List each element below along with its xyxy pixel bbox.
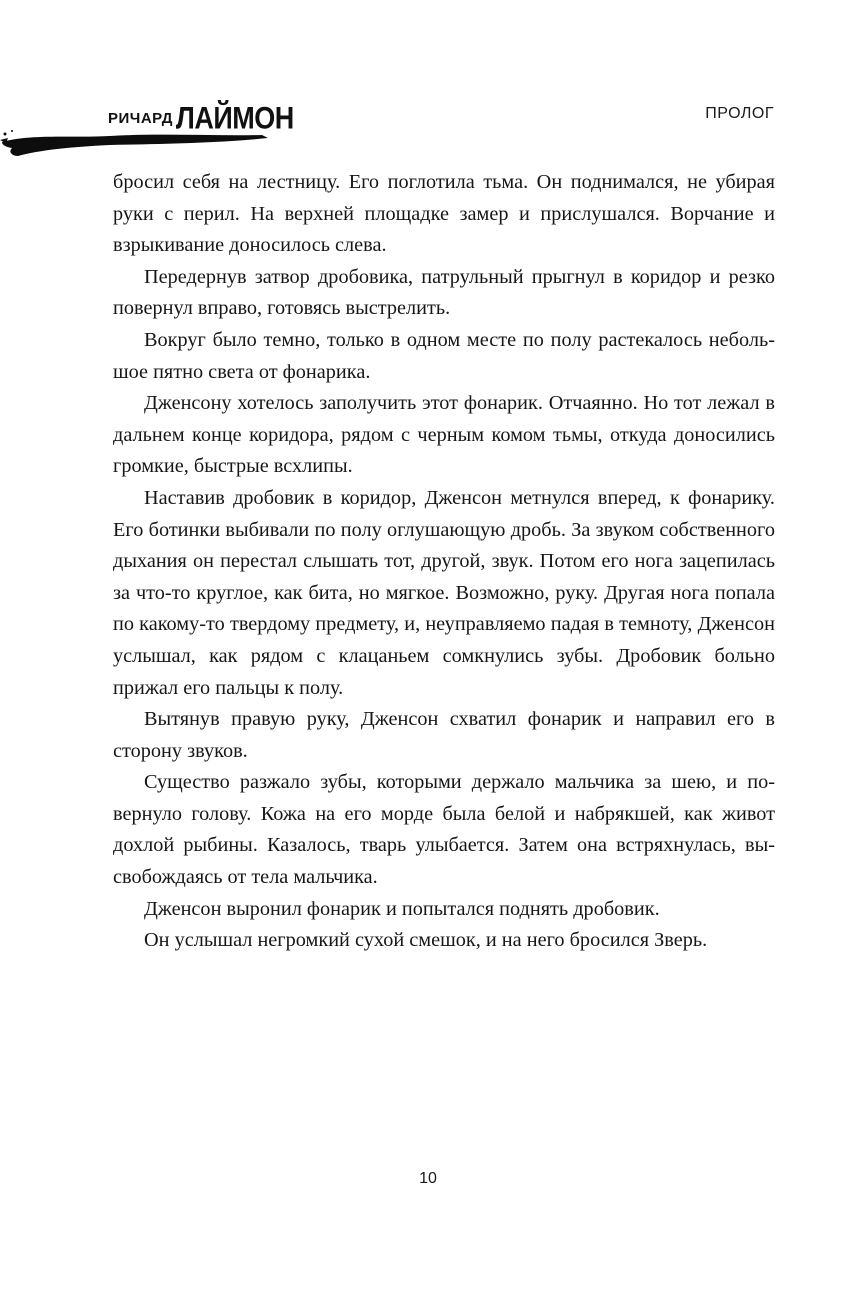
paragraph: Дженсону хотелось заполучить этот фонарик. Отчаянно. Но тот лежал в дальнем конце коридора, рядом с черным комом тьмы, откуда доносились громкие, быстрые всхлипы. [113, 392, 775, 478]
paragraph: Дженсон выронил фонарик и попытался поднять дробовик. [144, 897, 660, 920]
paragraph: Наставив дробовик в коридор, Дженсон метнулся вперед, к фонарику. Его ботинки выбивали по полу оглушающую дробь. За звуком собственного дыхания он перестал слышать тот, другой, звук. Потом его нога зацепилась за что-то круглое, как бита, но мягкое. Возможно, руку. Другая нога попала по какому-то твердому предмету, и, неуправляемо падая в темноту, Дженсон услышал, как рядом с клацаньем сомкнулись зубы. Дробовик больно прижал его пальцы к полу. [113, 486, 775, 699]
author-name [108, 100, 294, 136]
paragraph: Существо разжало зубы, которыми держало мальчика за шею, и повернуло голову. Кожа на его морде была белой и набрякшей, как живот дохлой рыбины. Казалось, тварь улыбается. Затем она встряхнулась, высвобождаясь от тела мальчика. [113, 771, 775, 889]
author-first-name: РИЧАРД [108, 110, 173, 127]
paragraph: Вокруг было темно, только в одном месте по полу растекалось небольшое пятно света от фонарика. [113, 328, 775, 383]
paragraph: Вытянув правую руку, Дженсон схватил фонарик и направил его в сторону звуков. [113, 708, 775, 762]
body-text [113, 167, 775, 957]
paragraph: Он услышал негромкий сухой смешок, и на него бросился Зверь. [144, 929, 708, 952]
author-last-name: ЛАЙМОН [175, 100, 294, 136]
paragraph: бросил себя на лестницу. Его поглотила тьма. Он поднимался, не убирая руки с перил. На верхней площадке замер и прислушался. Ворчание и взрыкивание доносилось слева. [113, 171, 775, 257]
section-title: ПРОЛОГ [705, 105, 774, 122]
paragraph: Передернув затвор дробовика, патрульный прыгнул в коридор и резко повернул вправо, готовясь выстрелить. [113, 265, 775, 320]
page-number: 10 [419, 1170, 437, 1187]
running-header [0, 100, 856, 160]
